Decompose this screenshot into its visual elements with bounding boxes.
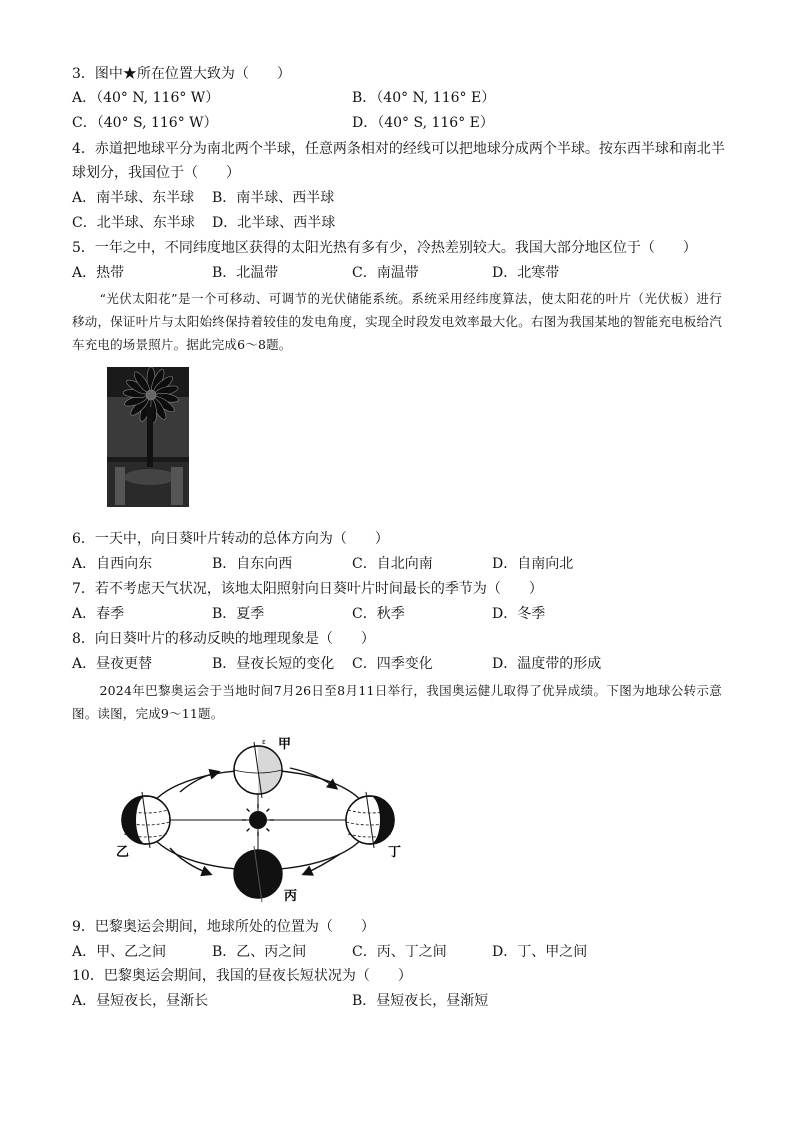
q4-option-a: A．南半球、东半球 [72,190,195,206]
q3-option-d: D．（40° S, 116° E） [352,115,494,131]
orbit-arrow-icon [170,848,210,874]
q6-option-d: D．自南向北 [492,556,574,572]
q8-option-a: A．昼夜更替 [72,656,153,672]
q4-stem-line2: 球划分，我国位于（ ） [72,165,240,181]
q5-option-b: B．北温带 [212,265,279,281]
label-ding: 丁 [388,845,402,860]
label-yi: 乙 [116,845,130,860]
q9-stem: 9．巴黎奥运会期间，地球所处的位置为（ ） [72,919,375,935]
svg-text:ε: ε [262,738,266,746]
q7-option-b: B．夏季 [212,606,265,622]
solar-flower-photo [107,367,189,507]
q5-option-d: D．北寒带 [492,265,560,281]
label-bing: 丙 [284,889,298,904]
q10-option-a: A．昼短夜长，昼渐长 [72,993,209,1009]
q6-option-c: C．自北向南 [352,556,433,572]
q4-option-d: D．北半球、西半球 [212,215,336,231]
q6-stem: 6．一天中，向日葵叶片转动的总体方向为（ ） [72,531,389,547]
q10-stem: 10．巴黎奥运会期间，我国的昼夜长短状况为（ ） [72,968,412,984]
q3-stem: 3．图中★所在位置大致为（ ） [72,66,291,82]
earth-jia-icon [234,738,282,798]
q7-option-d: D．冬季 [492,606,546,622]
q10-option-b: B．昼短夜长，昼渐短 [352,993,489,1009]
q8-option-b: B．昼夜长短的变化 [212,656,335,672]
q9-option-c: C．丙、丁之间 [352,944,447,960]
q5-stem: 5．一年之中，不同纬度地区获得的太阳光热有多有少，冷热差别较大。我国大部分地区位于（ ） [72,240,697,256]
q7-stem: 7．若不考虑天气状况，该地太阳照射向日葵叶片时间最长的季节为（ ） [72,581,543,597]
q4-option-b: B．南半球、西半球 [212,190,335,206]
earth-revolution-diagram [108,728,408,904]
label-jia: 甲 [278,737,292,752]
q7-option-a: A．春季 [72,606,125,622]
earth-yi-icon [122,792,170,848]
q9-option-b: B．乙、丙之间 [212,944,307,960]
q6-option-b: B．自东向西 [212,556,293,572]
orbit-arrow-icon [290,768,336,788]
q8-stem: 8．向日葵叶片的移动反映的地理现象是（ ） [72,631,375,647]
q9-option-a: A．甲、乙之间 [72,944,167,960]
q7-option-c: C．秋季 [352,606,405,622]
earth-ding-icon [346,792,394,848]
passage-solar-flower: “光伏太阳花”是一个可移动、可调节的光伏储能系统。系统采用经纬度算法，使太阳花的叶片（光伏板）进行移动，保证叶片与太阳始终保持着较佳的发电角度，实现全时段发电效率最大化。右图为我国某地的智能充电板给汽车充电的场景照片。据此完成6～8题。 [72,291,722,352]
q8-option-c: C．四季变化 [352,656,433,672]
passage-olympics: 2024年巴黎奥运会于当地时间7月26日至8月11日举行，我国奥运健儿取得了优异成绩。下图为地球公转示意图。读图，完成9～11题。 [72,683,722,721]
q3-option-b: B．（40° N, 116° E） [352,90,496,106]
q9-option-d: D．丁、甲之间 [492,944,588,960]
q6-option-a: A．自西向东 [72,556,153,572]
earth-bing-icon [234,846,282,902]
q3-option-a: A．（40° N, 116° W） [72,90,220,106]
q5-option-a: A．热带 [72,265,125,281]
q4-stem-line1: 4．赤道把地球平分为南北两个半球，任意两条相对的经线可以把地球分成两个半球。按东西半球和南北半 [72,141,725,157]
q8-option-d: D．温度带的形成 [492,656,602,672]
q5-option-c: C．南温带 [352,265,419,281]
q4-option-c: C．北半球、东半球 [72,215,195,231]
q3-option-c: C．（40° S, 116° W） [72,115,218,131]
